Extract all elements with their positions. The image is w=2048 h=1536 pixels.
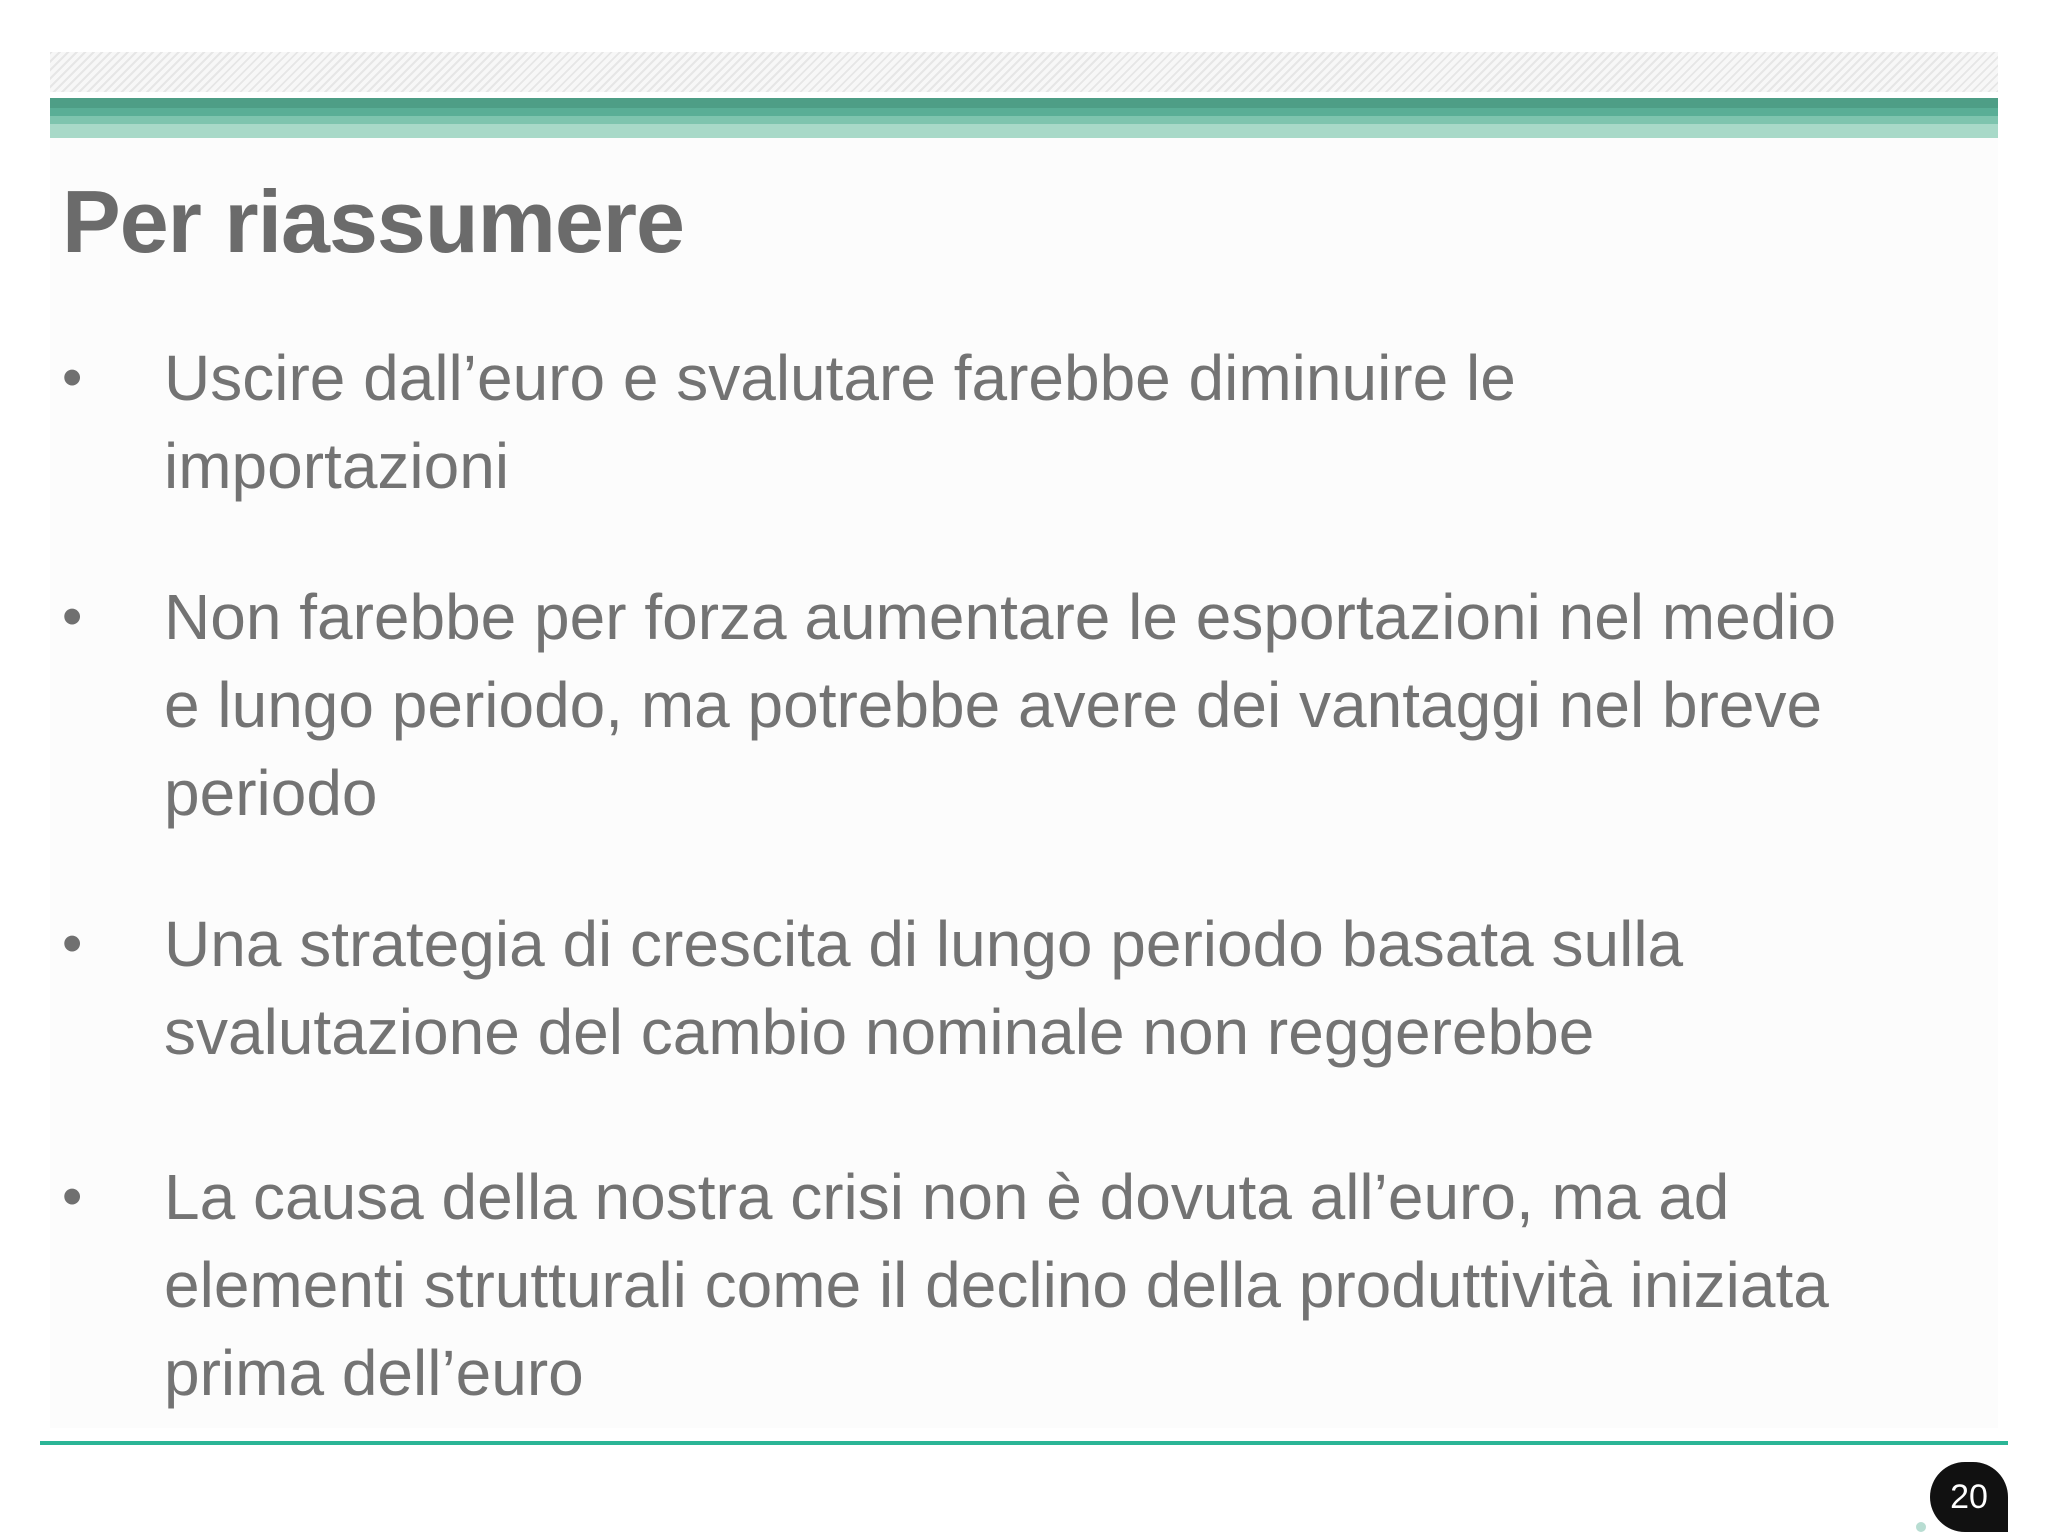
bullet-marker-icon: • (62, 584, 83, 649)
bullet-text: Uscire dall’euro e svalutare farebbe diminuire le importazioni (164, 342, 1516, 502)
bullet-text: Non farebbe per forza aumentare le esportazioni nel medio e lungo periodo, ma potrebbe avere dei vantaggi nel breve periodo (164, 581, 1837, 829)
footer-divider (40, 1441, 2008, 1445)
header-green-band (50, 98, 1998, 138)
bullet-marker-icon: • (62, 1164, 83, 1229)
page-dot-decoration (1916, 1522, 1926, 1532)
bullet-marker-icon: • (62, 345, 83, 410)
bullet-text: La causa della nostra crisi non è dovuta all’euro, ma ad elementi strutturali come il declino della produttività iniziata prima dell’euro (164, 1161, 1829, 1409)
slide-title: Per riassumere (62, 172, 684, 271)
page-number-badge: 20 (1930, 1462, 2008, 1532)
header-hatch-band (50, 52, 1998, 92)
bullet-marker-icon: • (62, 911, 83, 976)
bullet-text: Una strategia di crescita di lungo periodo basata sulla svalutazione del cambio nominale non reggerebbe (164, 908, 1684, 1068)
